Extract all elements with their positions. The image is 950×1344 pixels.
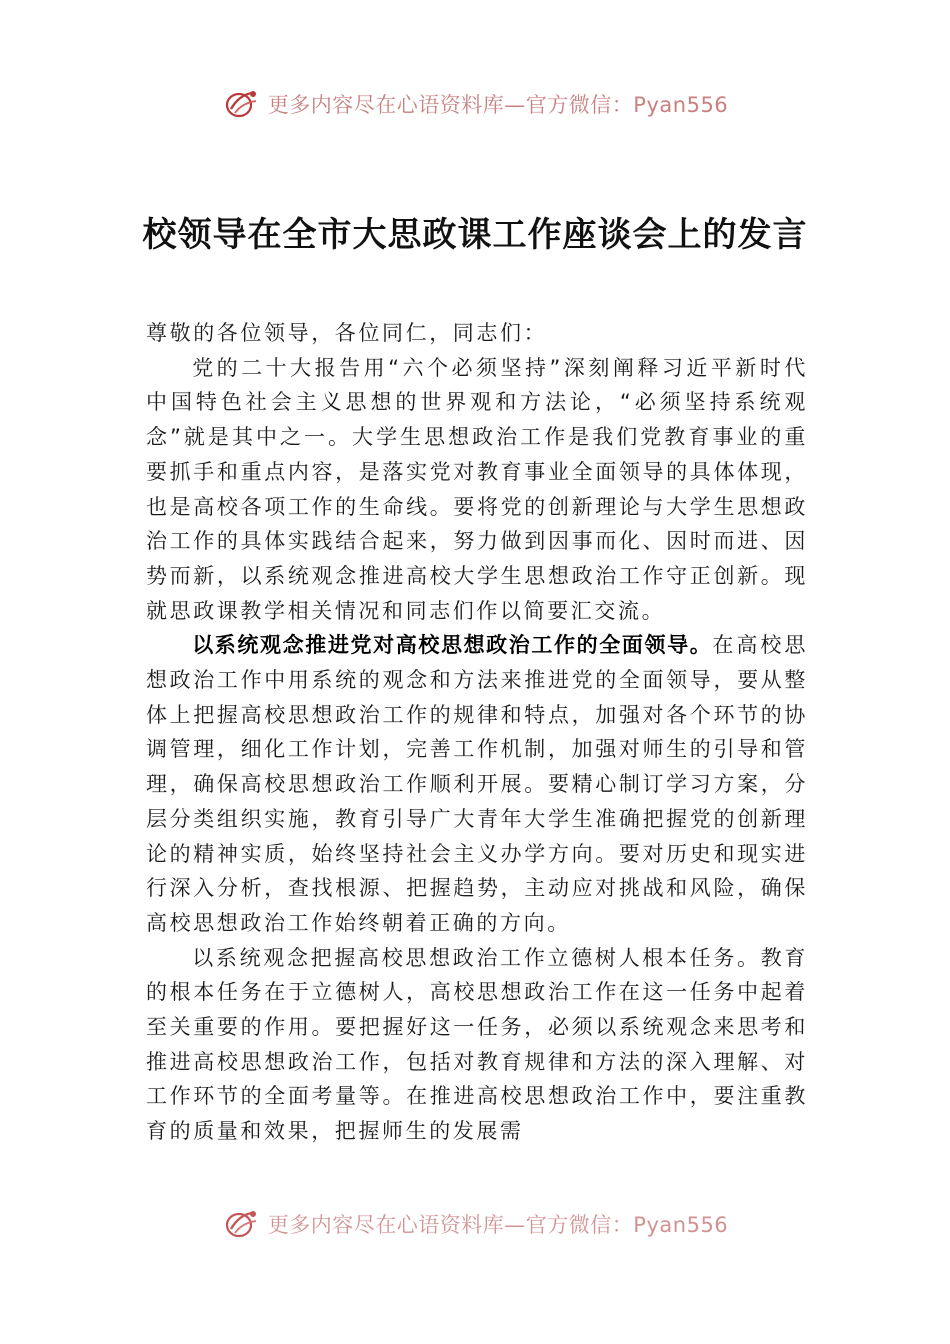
paragraph-1 — [146, 351, 808, 629]
brand-logo-icon — [222, 1207, 262, 1241]
paragraph-1-text: 党的二十大报告用“六个必须坚持”深刻阐释习近平新时代中国特色社会主义思想的世界观和方法论，“必须坚持系统观念”就是其中之一。大学生思想政治工作是我们党教育事业的重要抓手和重点内容，是落实党对教育事业全面领导的具体体现，也是高校各项工作的生命线。要将党的创新理论与大学生思想政治工作的具体实践结合起来，努力做到因事而化、因时而进、因势而新，以系统观念推进高校大学生思想政治工作守正创新。现就思政课教学相关情况和同志们作以简要汇交流。 — [146, 355, 808, 623]
watermark-footer — [0, 1204, 950, 1244]
watermark-header — [0, 84, 950, 124]
paragraph-3-text: 以系统观念把握高校思想政治工作立德树人根本任务。教育的根本任务在于立德树人，高校思想政治工作在这一任务中起着至关重要的作用。要把握好这一任务，必须以系统观念来思考和推进高校思想政治工作，包括对教育规律和方法的深入理解、对工作环节的全面考量等。在推进高校思想政治工作中，要注重教育的质量和效果，把握师生的发展需 — [146, 945, 808, 1144]
paragraph-3 — [146, 941, 808, 1149]
paragraph-2-heading: 以系统观念推进党对高校思想政治工作的全面领导。 — [192, 633, 713, 658]
paragraph-2-text: 在高校思想政治工作中用系统的观念和方法来推进党的全面领导，要从整体上把握高校思想政治工作的规律和特点，加强对各个环节的协调管理，细化工作计划，完善工作机制，加强对师生的引导和管理，确保高校思想政治工作顺利开展。要精心制订学习方案，分层分类组织实施，教育引导广大青年大学生准确把握党的创新理论的精神实质，始终坚持社会主义办学方向。要对历史和现实进行深入分析，查找根源、把握趋势，主动应对挑战和风险，确保高校思想政治工作始终朝着正确的方向。 — [146, 633, 808, 935]
document-title: 校领导在全市大思政课工作座谈会上的发言 — [142, 214, 808, 255]
paragraph-2 — [146, 628, 808, 940]
brand-logo-icon — [222, 87, 262, 121]
document-body — [146, 316, 808, 1218]
salutation: 尊敬的各位领导，各位同仁，同志们： — [146, 321, 548, 345]
watermark-text: 更多内容尽在心语资料库—官方微信：Pyan556 — [267, 93, 729, 117]
watermark-text: 更多内容尽在心语资料库—官方微信：Pyan556 — [267, 1213, 729, 1237]
